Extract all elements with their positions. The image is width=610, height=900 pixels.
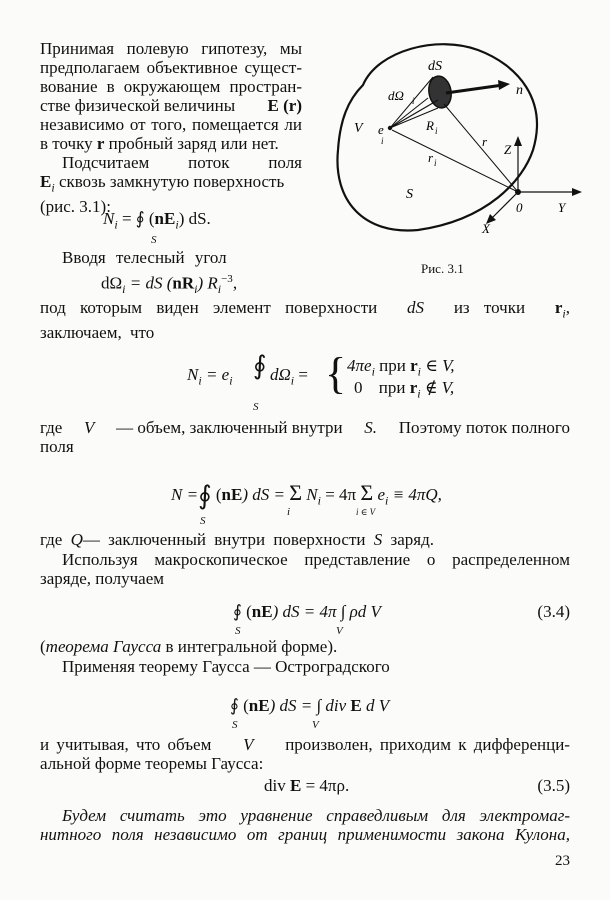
total-nE: nE (221, 485, 243, 504)
total-f: ≡ 4πQ, (388, 485, 442, 504)
volume-1c: — объем, заключенный внутри (116, 418, 343, 437)
total-e-sub: i (385, 493, 389, 508)
volume-1e: Поэтому поток полного (398, 418, 570, 437)
diff-line-1 (40, 735, 570, 754)
total-b: ) dS = (242, 485, 290, 504)
flux-line-2 (40, 172, 302, 197)
final-line-1: Будем считать это уравнение справедливым для электромаг- (62, 806, 570, 825)
ostro-b: ) dS = ∫ div (269, 696, 351, 715)
Q-c: — заключенный внутри поверхности (82, 530, 366, 549)
total-under-S: S (200, 515, 206, 527)
total-int: ∮ (198, 481, 212, 510)
case1b: i (371, 364, 375, 379)
page-number: 23 (555, 853, 570, 869)
cases-mid: = e (201, 365, 230, 384)
eq-flux-lhs: N (103, 209, 115, 228)
equation-3-5 (264, 776, 349, 795)
figure-label-r: r (482, 134, 488, 149)
paragraph-macro (40, 550, 570, 588)
ostro-nE: nE (248, 696, 270, 715)
equation-3-4-number: (3.4) (537, 602, 570, 621)
final-line-2: нитного поля независимо от границ применимости закона Кулона, (40, 825, 570, 844)
gauss-b: теорема Гаусса (45, 637, 162, 656)
paragraph-final (40, 806, 570, 844)
figure-label-R: R (426, 118, 434, 133)
eq34-b: ) dS = 4π ∫ ρd V (272, 602, 381, 621)
gauss-c: в интегральной форме). (161, 637, 338, 656)
equation-flux (103, 209, 211, 234)
case2c: r (409, 378, 418, 397)
flux-line-1: Подсчитаем поток поля (62, 153, 302, 172)
eq-solid-rest: = dS ( (125, 273, 173, 293)
cases-integral-sign: ∮ (253, 351, 267, 380)
intro-line-6c: пробный заряд или нет. (108, 134, 279, 153)
equation-cases (187, 365, 233, 390)
paragraph-seen (40, 298, 570, 342)
intro-line-6b: r (96, 134, 105, 153)
seen-line-2: заключаем, что (40, 323, 155, 343)
macro-line-1: Используя макроскопическое представление о распределенном (62, 550, 570, 569)
total-c: N (302, 485, 318, 504)
diff-1a: и учитывая, что объем (40, 735, 212, 754)
eq-flux-lhs-sub: i (114, 217, 118, 232)
volume-line-2: поля (40, 437, 74, 456)
eq-flux-eq: = ∮ ( (117, 209, 155, 228)
intro-line-6a: в точку (40, 134, 93, 153)
flux-E-sub: i (51, 180, 55, 195)
intro-line-4-field: E (r) (267, 96, 302, 115)
cases-integrand (270, 365, 308, 390)
equation-3-4 (233, 602, 381, 621)
diff-1c: произволен, приходим к дифференци- (285, 735, 570, 754)
eq-flux-rest: ) dS. (178, 209, 211, 228)
intro-line-5: независимо от того, помещается ли (40, 115, 302, 134)
ostro-E: E (350, 696, 362, 715)
case1a: 4πe (347, 356, 372, 375)
case-2 (354, 378, 454, 403)
paragraph-ostrogradsky: Применяя теорему Гаусса — Остроградского (62, 657, 390, 676)
flux-line-2-rest: сквозь замкнутую поверхность (54, 172, 285, 191)
cases-brace: { (325, 349, 347, 398)
figure-label-X: X (482, 221, 490, 236)
total-a: ( (211, 485, 222, 504)
diff-1b: V (243, 735, 254, 754)
Q-b: Q (70, 530, 83, 549)
intro-line-1: Принимая полевую гипотезу, мы (40, 39, 302, 58)
figure-label-V: V (354, 121, 363, 136)
figure-axis-x (490, 192, 518, 220)
figure-label-ri: r (428, 150, 434, 165)
figure-label-e-sub: i (381, 136, 384, 146)
volume-1a: где (40, 418, 63, 437)
diff-line-2: альной форме теоремы Гаусса: (40, 754, 264, 773)
eq-solid-d: dΩ (101, 273, 123, 293)
eq-solid-sub2: i (194, 282, 198, 297)
figure-label-n: n (516, 83, 523, 98)
paragraph-differential (40, 735, 570, 773)
eq-solid-nR: nR (172, 273, 195, 293)
equation-3-5-number: (3.5) (537, 776, 570, 795)
eq35-b: = 4πρ. (301, 776, 350, 795)
cases-lhs: N (187, 365, 199, 384)
figure-label-Y: Y (558, 200, 566, 215)
cases-eq2: = (294, 365, 308, 384)
cases-lhs-sub: i (198, 373, 202, 388)
figure-ri-vector (392, 130, 518, 192)
volume-1b: V (84, 418, 95, 437)
case2d: i (417, 386, 421, 401)
figure-label-O: 0 (516, 200, 523, 215)
case1e: i (417, 364, 421, 379)
case2e: ∉ V, (420, 378, 455, 397)
flux-paragraph (40, 153, 302, 216)
intro-line-6 (40, 134, 302, 153)
eq35-E: E (289, 776, 302, 795)
cases-under: S (253, 401, 259, 413)
macro-line-2: заряде, получаем (40, 569, 165, 588)
ostro-under-V: V (312, 719, 319, 731)
total-under-iV: i ∈ V (356, 507, 376, 517)
eq35-a: div (264, 776, 290, 795)
figure-normal-arrowhead (498, 80, 510, 90)
seen-1f: , (565, 298, 570, 317)
cases-mid-sub: i (229, 373, 233, 388)
figure-label-dS: dS (428, 59, 442, 74)
ostro-c: d V (361, 696, 390, 715)
figure-label-dOmega: dΩ (388, 88, 404, 103)
total-d: = 4π (320, 485, 361, 504)
total-sum2: Σ (360, 480, 374, 505)
total-sum1: Σ (289, 480, 303, 505)
case1d: r (410, 356, 418, 375)
figure-axis-z-arrow (514, 136, 522, 146)
total-lhs: N = (171, 485, 199, 504)
equation-ostrogradsky (230, 696, 389, 715)
figure-axis-y-arrow (572, 188, 582, 196)
case1f: ∈ V, (421, 356, 455, 375)
intro-paragraph (40, 39, 302, 153)
total-c-sub: i (317, 493, 321, 508)
eq34-a: ∮ ( (233, 602, 252, 621)
gauss-a: ( (40, 637, 46, 656)
seen-line-1 (40, 298, 570, 323)
flux-line-3: (рис. 3.1): (40, 197, 111, 217)
eq34-under-V: V (336, 625, 343, 637)
figure-label-S: S (406, 187, 413, 202)
eq-solid-sub3: i (217, 282, 222, 297)
paragraph-volume (40, 418, 570, 456)
Q-d: S (373, 530, 383, 549)
eq-flux-nE: nE (154, 209, 176, 228)
equation-solid-angle (101, 270, 237, 299)
ostro-under-S: S (232, 719, 238, 731)
figure-normal-vector (446, 85, 503, 93)
paragraph-Q (40, 530, 434, 549)
figure-label-R-sub: i (435, 126, 438, 136)
ostro-a: ∮ ( (230, 696, 249, 715)
seen-1d: r (554, 298, 563, 317)
eq-solid-end: , (232, 273, 238, 293)
Q-a: где (40, 530, 63, 549)
flux-E: E (40, 172, 52, 191)
figure-caption: Рис. 3.1 (421, 261, 464, 276)
seen-1a: под которым виден элемент поверхности (40, 298, 378, 317)
cases-int-sub: i (290, 373, 295, 388)
volume-line-1 (40, 418, 570, 437)
figure-3-1 (318, 30, 588, 270)
eq-solid-rest2: ) R (197, 273, 218, 293)
intro-line-2: предполагаем объективное сущест- (40, 58, 302, 77)
seen-1c: из точки (453, 298, 526, 317)
eq-solid-sup: −3 (221, 273, 233, 285)
figure-label-e: e (378, 122, 384, 137)
case2b: при (374, 378, 410, 397)
paragraph-gauss (40, 637, 337, 656)
solid-angle-text: Вводя телесный угол (62, 248, 227, 267)
cases-int-rest: dΩ (270, 365, 291, 384)
total-under-i: i (287, 506, 291, 518)
eq34-nE: nE (251, 602, 273, 621)
seen-1b: dS (407, 298, 425, 317)
eq-flux-under: S (151, 234, 157, 246)
eq-solid-sub1: i (122, 282, 126, 297)
eq34-under-S: S (235, 625, 241, 637)
case1c: при (374, 356, 411, 375)
figure-label-Z: Z (504, 142, 512, 157)
equation-total-flux (171, 480, 442, 510)
figure-label-dOmega-sub: i (412, 96, 415, 106)
Q-e: заряд. (390, 530, 434, 549)
intro-line-4 (40, 96, 302, 115)
total-e: e (373, 485, 385, 504)
seen-1e: i (562, 306, 566, 321)
figure-charge-point (388, 126, 392, 130)
figure-label-ri-sub: i (434, 158, 437, 168)
volume-1d: S. (364, 418, 378, 437)
intro-line-3: вование в окружающем простран- (40, 77, 302, 96)
eq-flux-sub: i (175, 217, 179, 232)
intro-line-4-text: стве физической величины (40, 96, 236, 115)
case2a: 0 (354, 378, 363, 397)
